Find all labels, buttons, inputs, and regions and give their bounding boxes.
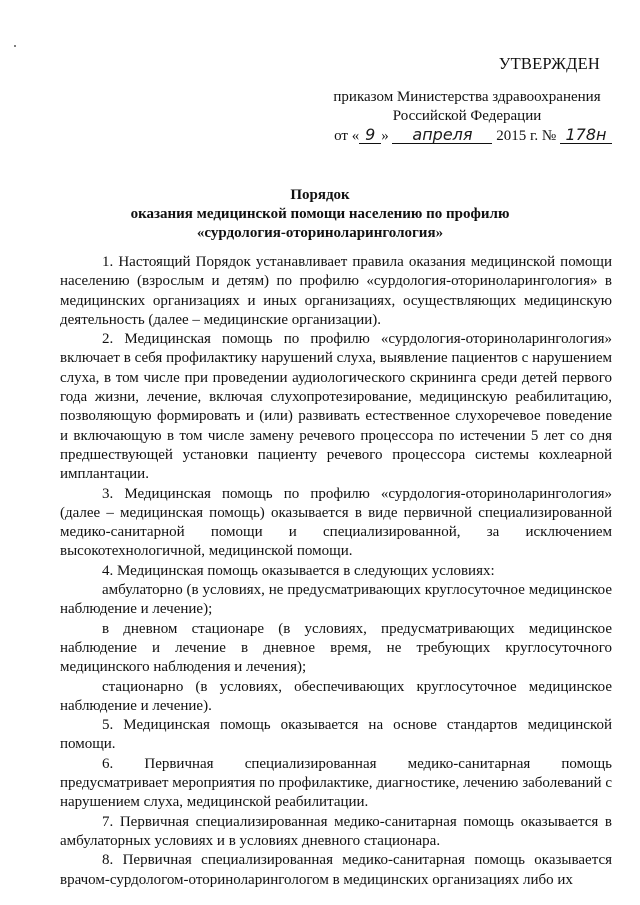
date-quote-close: » (381, 128, 389, 144)
heading-line-2: оказания медицинской помощи населению по профилю (130, 206, 510, 222)
handwritten-day: 9 (359, 127, 381, 144)
paragraph-3: 3. Медицинская помощь по профилю «сурдология-оториноларингология» (далее – медицинская помощь) оказывается в виде первичной специализированной медико-санитарной помощи и специализированной, за исключением высокотехнологичной, медицинской помощи. (60, 485, 612, 560)
approval-ministry-line: приказом Министерства здравоохранения (333, 89, 601, 105)
handwritten-order-number: 178н (560, 127, 612, 144)
paragraph-4: 4. Медицинская помощь оказывается в следующих условиях: (102, 562, 495, 579)
paragraph-8: 8. Первичная специализированная медико-санитарная помощь оказывается врачом-сурдологом-оториноларингологом в медицинских организациях либо их (60, 852, 612, 888)
date-prefix: от « (334, 128, 360, 144)
paragraph-1: 1. Настоящий Порядок устанавливает правила оказания медицинской помощи населению (взрослым и детям) по профилю «сурдология-оториноларингология» в медицинских организациях и иных организациях, осуществляющих медицинскую деятельность (далее – медицинские организации). (60, 254, 612, 328)
paragraph-4-day-hospital: в дневном стационаре (в условиях, предусматривающих медицинское наблюдение и лечение в дневное время, не требующих круглосуточного медицинского наблюдения и лечения); (60, 620, 612, 676)
paragraph-4-ambulatory: амбулаторно (в условиях, не предусматривающих круглосуточное медицинское наблюдение и лечение); (60, 582, 612, 618)
approval-title: УТВЕРЖДЕН (498, 54, 600, 73)
heading-line-3: «сурдология-оториноларингология» (196, 225, 444, 241)
paragraph-4-inpatient: стационарно (в условиях, обеспечивающих круглосуточное медицинское наблюдение и лечение). (60, 678, 612, 714)
paragraph-7: 7. Первичная специализированная медико-санитарная помощь оказывается в амбулаторных условиях и в условиях дневного стационара. (60, 813, 612, 849)
paragraph-6: 6. Первичная специализированная медико-санитарная помощь предусматривает мероприятия по профилактике, диагностике, лечению заболеваний с нарушением слуха, медицинской реабилитации. (60, 755, 612, 811)
date-year: 2015 г. № (496, 128, 557, 144)
approval-block (292, 54, 612, 146)
document-body (60, 253, 612, 890)
approval-country-line: Российской Федерации (392, 108, 542, 124)
paragraph-2: 2. Медицинская помощь по профилю «сурдология-оториноларингология» включает в себя профилактику нарушений слуха, выявление пациентов с нарушением слуха, в том числе при проведении аудиологического скрининга среди детей первого года жизни, лечение, включая слухопротезирование, медицинскую реабилитацию, позволяющую формировать и (или) развивать естественное слухоречевое поведение и включающую в том числе замену речевого процессора по истечении 5 лет со дня предшествующей установки пациенту речевого процессора системы кохлеарной имплантации. (60, 331, 612, 483)
handwritten-month: апреля (392, 127, 492, 144)
document-heading (0, 186, 640, 243)
scan-speck (14, 45, 16, 47)
approval-date-line (292, 126, 612, 146)
paragraph-5: 5. Медицинская помощь оказывается на основе стандартов медицинской помощи. (60, 717, 612, 753)
heading-line-1: Порядок (290, 187, 350, 203)
